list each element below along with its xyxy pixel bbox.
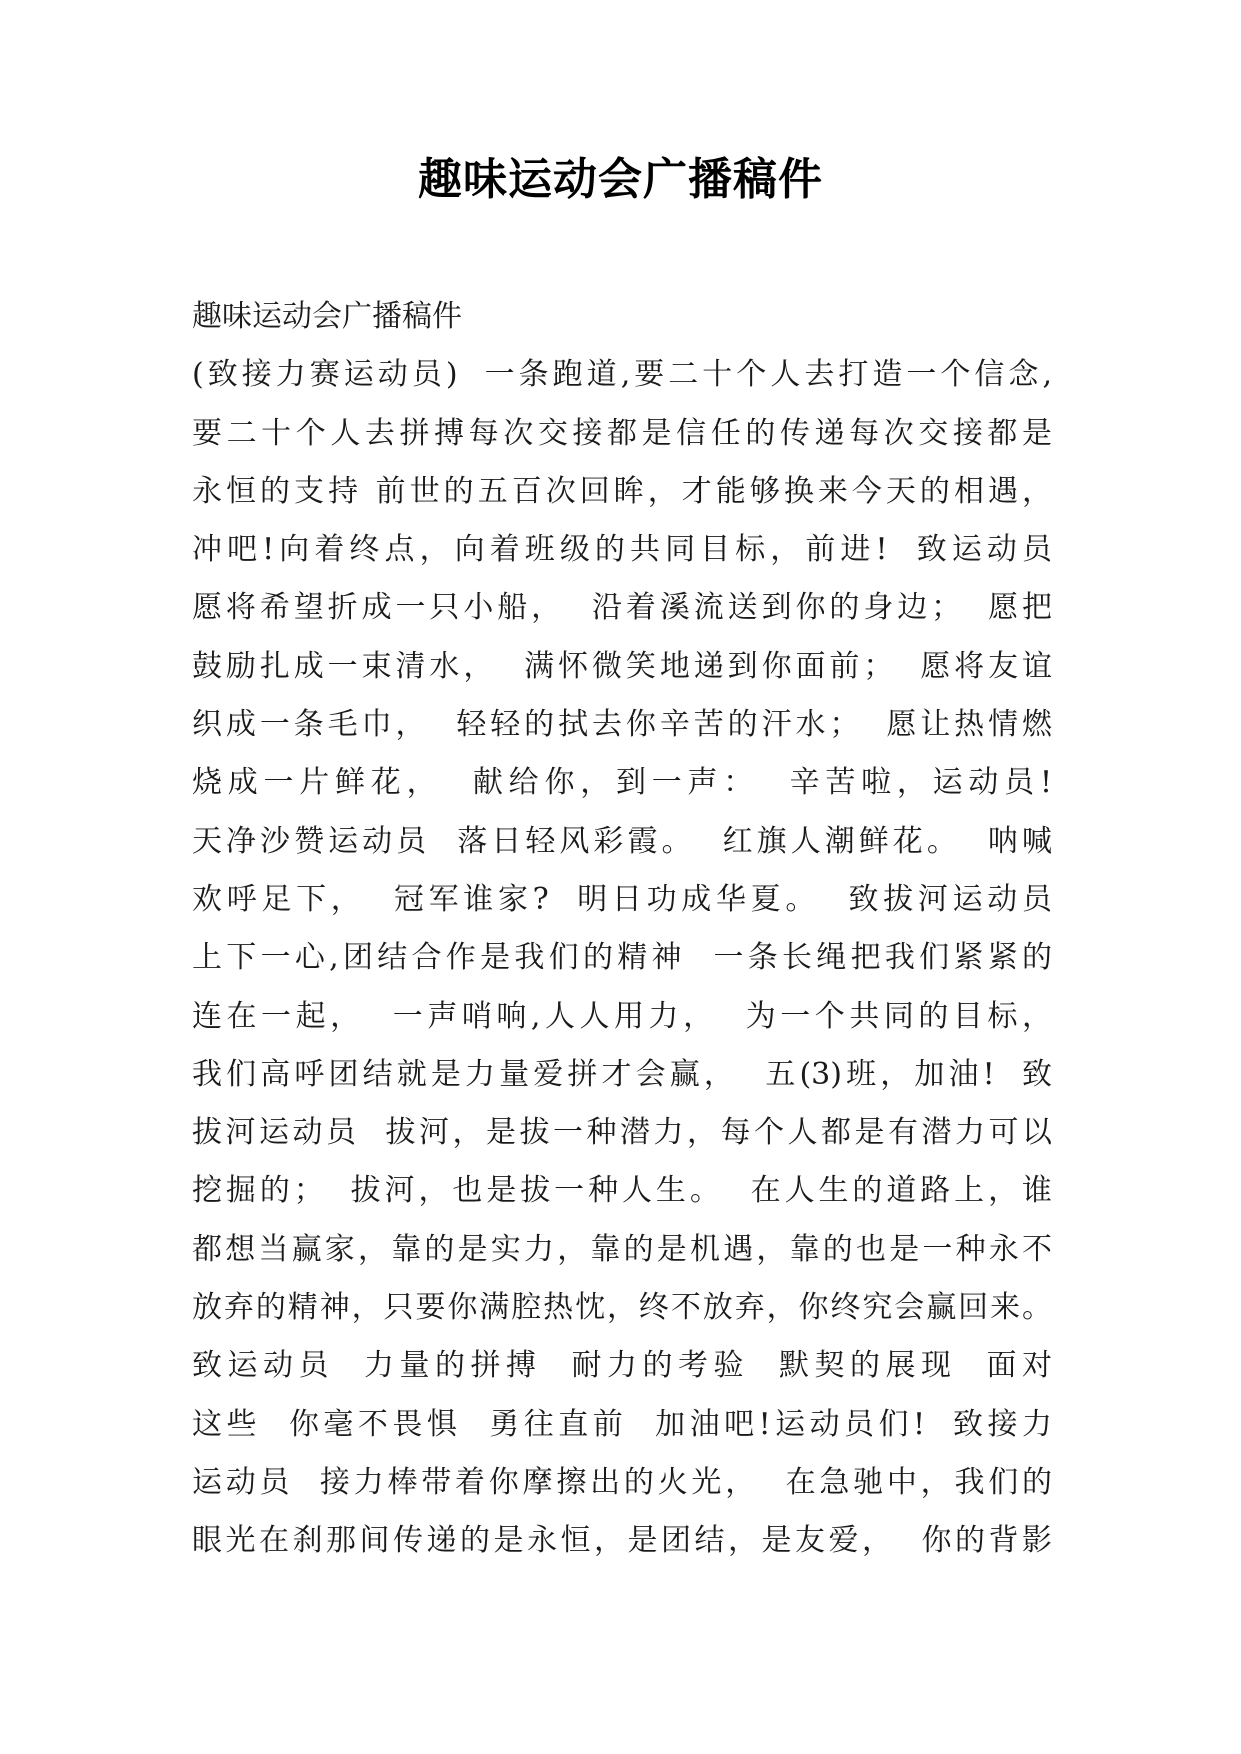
body-line: 运动员 接力棒带着你摩擦出的火光， 在急驰中，我们的 xyxy=(192,1464,1052,1500)
body-line: 致运动员 力量的拼搏 耐力的考验 默契的展现 面对 xyxy=(192,1348,1052,1384)
document-title: 趣味运动会广播稿件 xyxy=(418,154,823,205)
body-line: 挖掘的； 拔河，也是拔一种人生。 在人生的道路上，谁 xyxy=(192,1173,1052,1209)
body-line: 鼓励扎成一束清水， 满怀微笑地递到你面前； 愿将友谊 xyxy=(192,648,1052,684)
body-line: (致接力赛运动员) 一条跑道,要二十个人去打造一个信念, xyxy=(192,357,1052,393)
body-line: 拔河运动员 拔河，是拔一种潜力，每个人都是有潜力可以 xyxy=(192,1115,1052,1151)
body-line: 上下一心,团结合作是我们的精神 一条长绳把我们紧紧的 xyxy=(192,940,1052,976)
document-body xyxy=(192,288,1052,1571)
body-line: 织成一条毛巾， 轻轻的拭去你辛苦的汗水； 愿让热情燃 xyxy=(192,707,1052,743)
body-line: 天净沙赞运动员 落日轻风彩霞。 红旗人潮鲜花。 呐喊 xyxy=(192,823,1052,859)
body-line: 永恒的支持 前世的五百次回眸，才能够换来今天的相遇， xyxy=(192,473,1052,509)
body-line: 连在一起， 一声哨响,人人用力， 为一个共同的目标， xyxy=(192,998,1052,1034)
body-line: 欢呼足下， 冠军谁家? 明日功成华夏。 致拔河运动员 xyxy=(192,881,1052,917)
body-line: 放弃的精神，只要你满腔热忱，终不放弃，你终究会赢回来。 xyxy=(192,1290,1052,1326)
body-line: 眼光在刹那间传递的是永恒，是团结，是友爱， 你的背影 xyxy=(192,1523,1052,1559)
body-line: 愿将希望折成一只小船， 沿着溪流送到你的身边； 愿把 xyxy=(192,590,1052,626)
body-line: 这些 你毫不畏惧 勇往直前 加油吧!运动员们! 致接力 xyxy=(192,1406,1052,1442)
body-line: 冲吧!向着终点，向着班级的共同目标，前进! 致运动员 xyxy=(192,532,1052,568)
body-line: 趣味运动会广播稿件 xyxy=(192,299,462,334)
body-line: 要二十个人去拼搏每次交接都是信任的传递每次交接都是 xyxy=(192,415,1052,451)
body-line: 都想当赢家，靠的是实力，靠的是机遇，靠的也是一种永不 xyxy=(192,1231,1052,1267)
body-line: 烧成一片鲜花， 献给你，到一声： 辛苦啦，运动员! xyxy=(192,765,1052,801)
body-line: 我们高呼团结就是力量爱拼才会赢， 五(3)班，加油! 致 xyxy=(192,1056,1052,1092)
